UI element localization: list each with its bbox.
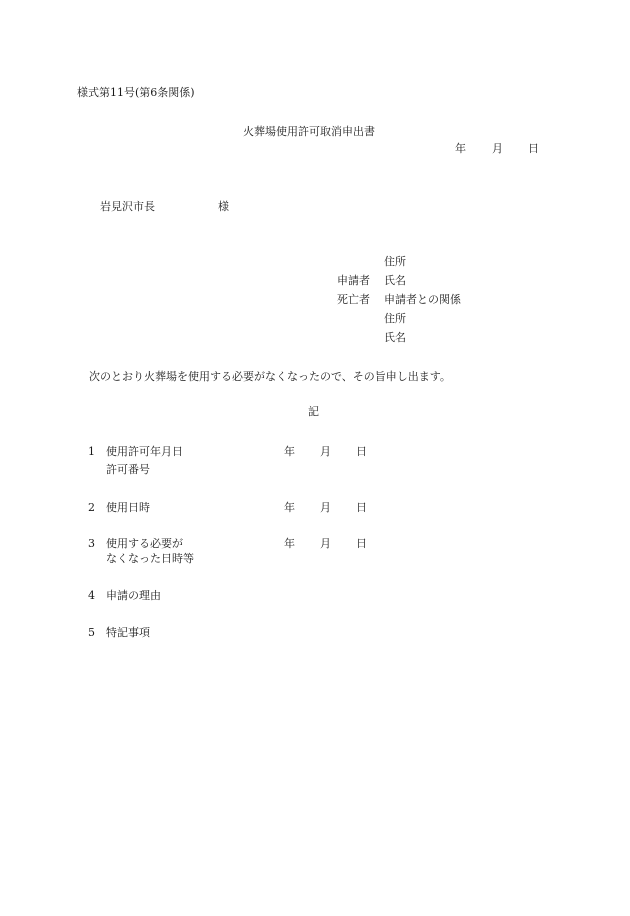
- deceased-role-label: 死亡者: [337, 293, 370, 306]
- date-month-label: 月: [492, 142, 503, 155]
- item-number: 5: [88, 626, 95, 639]
- item-number: 4: [88, 589, 95, 602]
- applicant-name-label: 氏名: [384, 274, 406, 287]
- date-year-label: 年: [455, 142, 466, 155]
- form-number-label: 様式第11号(第6条関係): [77, 86, 195, 99]
- item-4-label: 申請の理由: [106, 589, 161, 602]
- applicant-role-label: 申請者: [337, 274, 370, 287]
- deceased-address-label: 住所: [384, 312, 406, 325]
- item-3-sublabel: なくなった日時等: [106, 552, 194, 565]
- item-5-label: 特記事項: [106, 626, 150, 639]
- item-3-label: 使用する必要が: [106, 537, 183, 550]
- item-number: 3: [88, 537, 95, 550]
- addressee-name: 岩見沢市長: [100, 200, 155, 213]
- applicant-address-label: 住所: [384, 255, 406, 268]
- item-2-label: 使用日時: [106, 501, 150, 514]
- relation-label: 申請者との関係: [384, 293, 461, 306]
- item-1-month: 月: [320, 445, 331, 458]
- item-1-year: 年: [284, 445, 295, 458]
- item-2-year: 年: [284, 501, 295, 514]
- ki-heading: 記: [308, 405, 319, 418]
- item-1-day: 日: [356, 445, 367, 458]
- item-1-label: 使用許可年月日: [106, 445, 183, 458]
- item-3-month: 月: [320, 537, 331, 550]
- statement-text: 次のとおり火葬場を使用する必要がなくなったので、その旨申し出ます。: [89, 370, 451, 383]
- deceased-name-label: 氏名: [384, 331, 406, 344]
- date-day-label: 日: [528, 142, 539, 155]
- item-2-month: 月: [320, 501, 331, 514]
- item-3-day: 日: [356, 537, 367, 550]
- item-1-sublabel: 許可番号: [106, 463, 150, 476]
- document-title: 火葬場使用許可取消申出書: [243, 125, 375, 138]
- item-number: 2: [88, 501, 95, 514]
- item-2-day: 日: [356, 501, 367, 514]
- item-number: 1: [88, 445, 95, 458]
- item-3-year: 年: [284, 537, 295, 550]
- addressee-honorific: 様: [218, 200, 229, 213]
